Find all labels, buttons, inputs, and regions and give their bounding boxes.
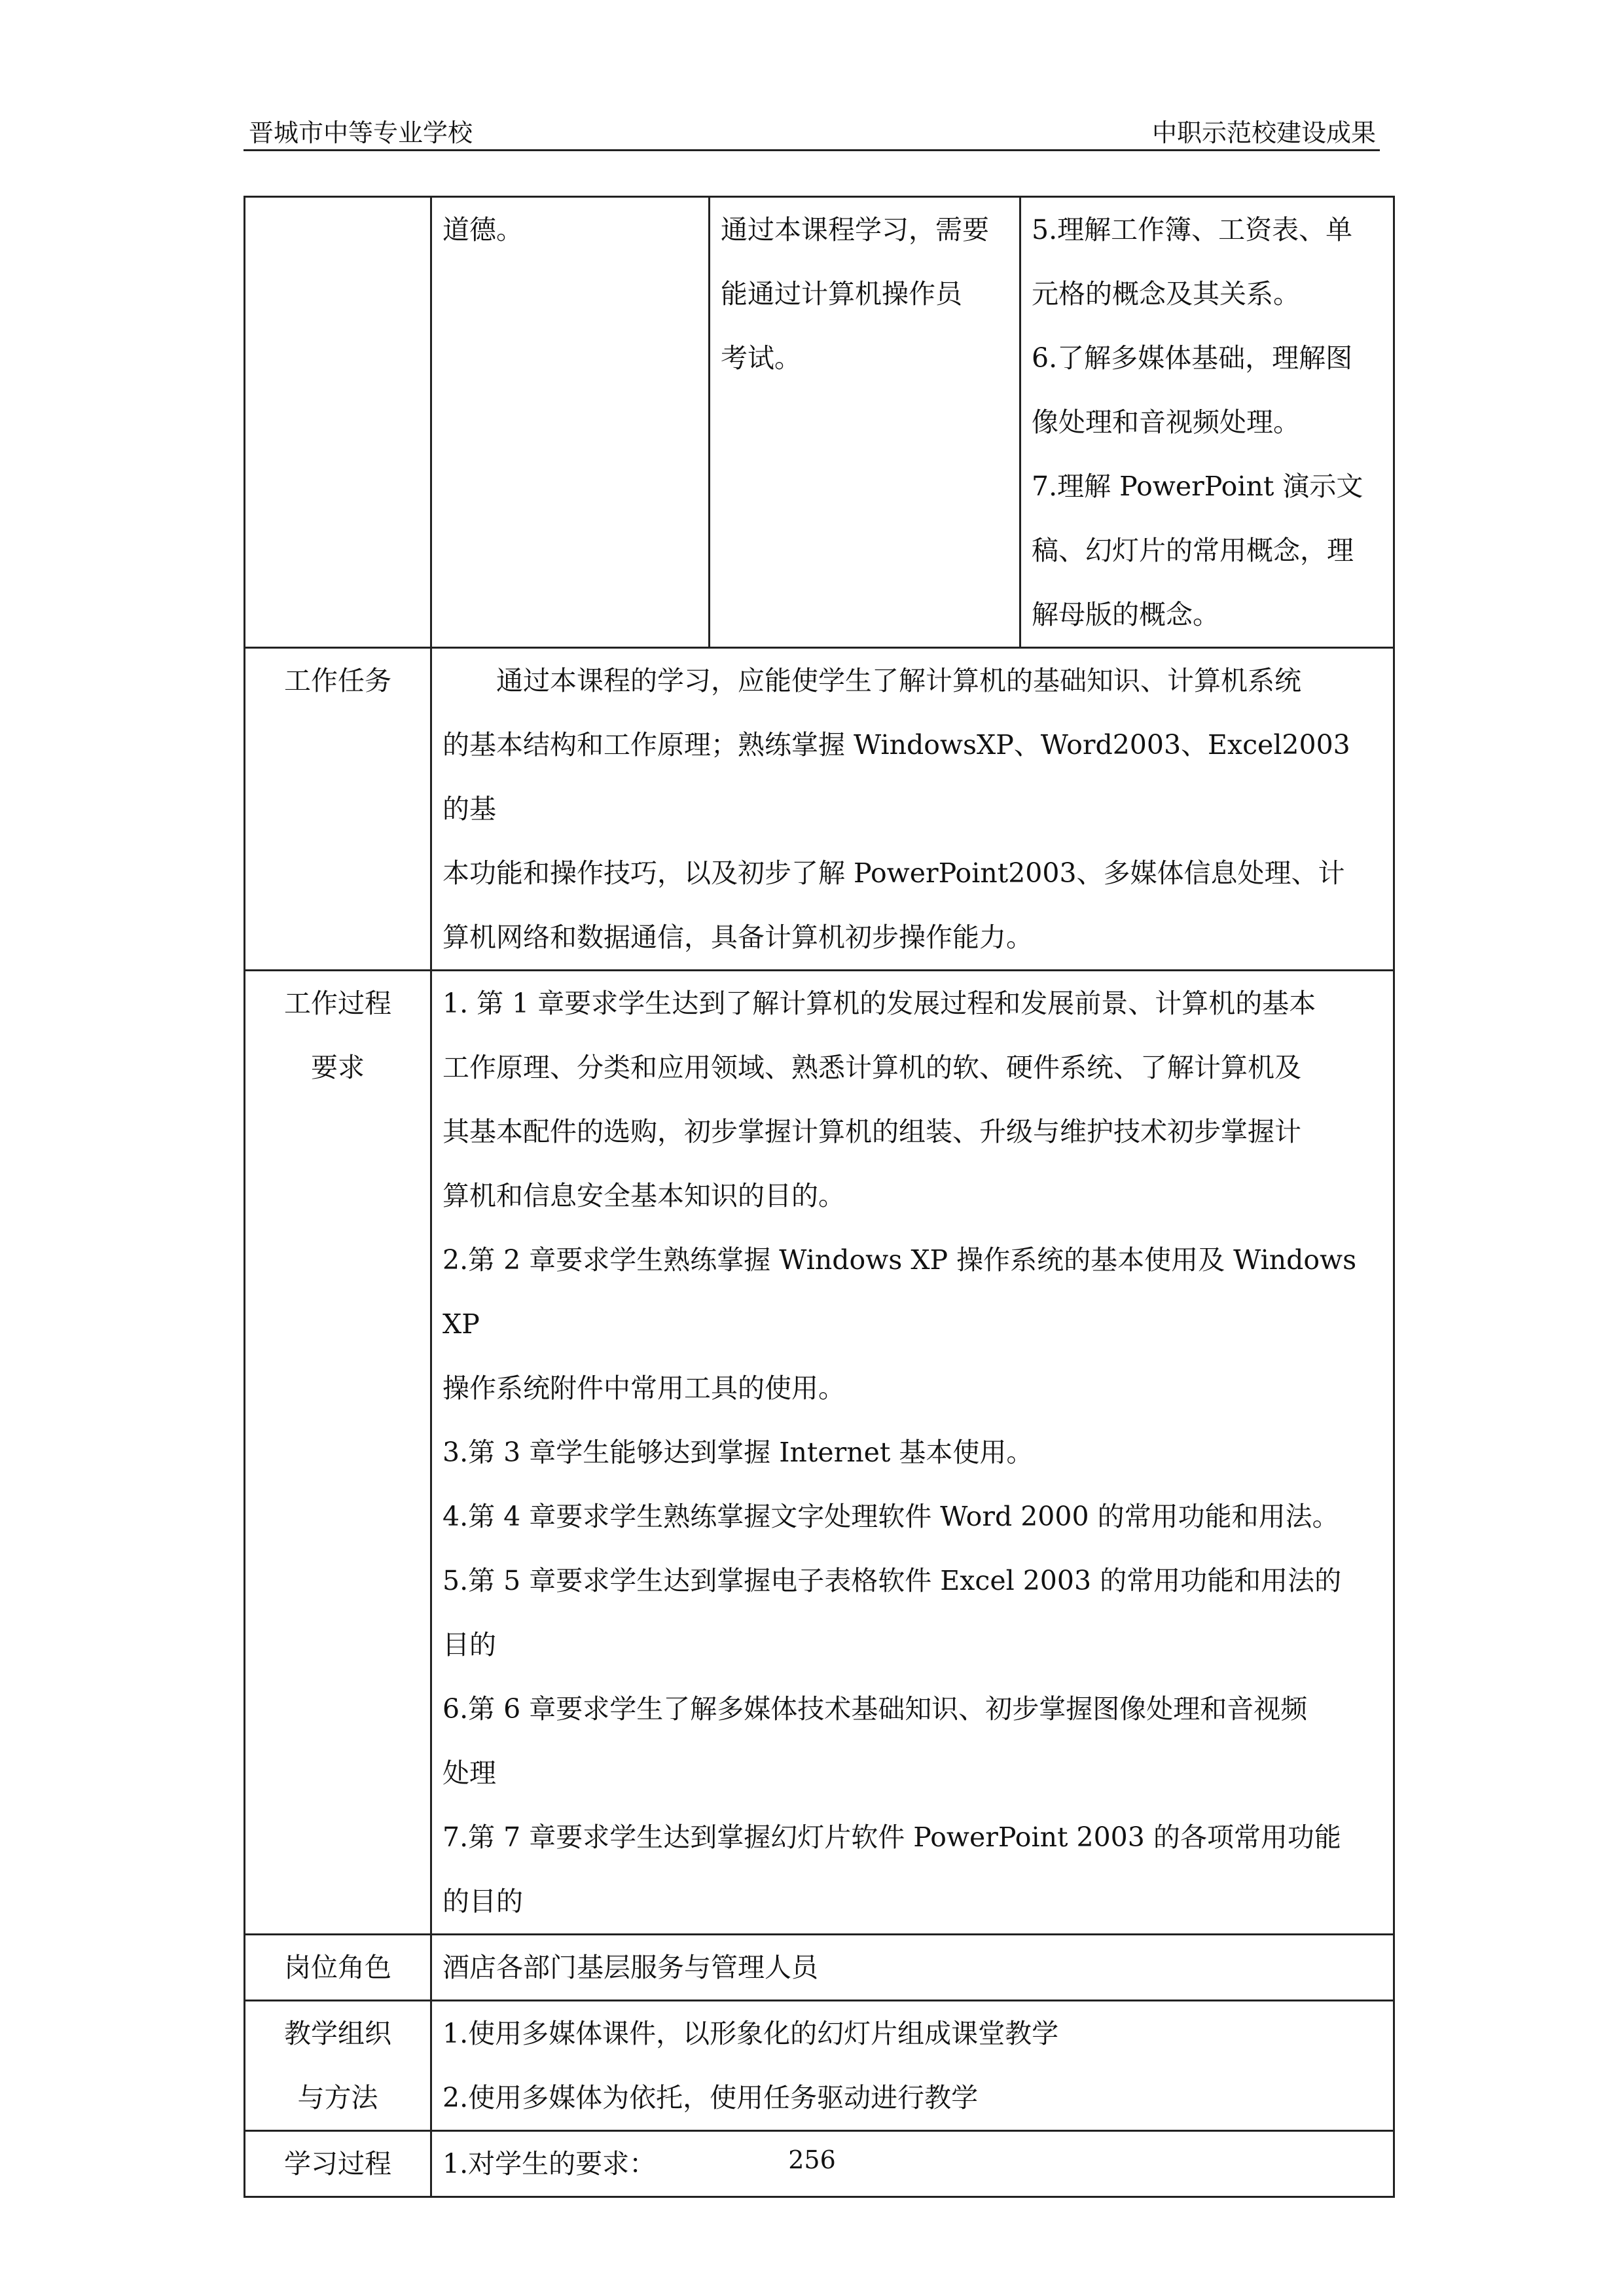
process-item: 1. 第 1 章要求学生达到了解计算机的发展过程和发展前景、计算机的基本 (442, 988, 1316, 1019)
process-item: 6.第 6 章要求学生了解多媒体技术基础知识、初步掌握图像处理和音视频 (442, 1693, 1308, 1725)
table-row-work-task (245, 648, 1394, 971)
top-row-label-cell (245, 197, 431, 648)
table-row-process (245, 971, 1394, 1935)
work-task-content: 通过本课程的学习，应能使学生了解计算机的基础知识、计算机系统 的基本结构和工作原理；熟练掌握 WindowsXP、Word2003、Excel2003 的基 本功能和操作技巧，以及初步了解 PowerPoint2003、多媒体信息处理、计 算机网络和数据通信，具备计算机初步操作能力。 (431, 648, 1394, 971)
process-item: 5.第 5 章要求学生达到掌握电子表格软件 Excel 2003 的常用功能和用法的 (442, 1565, 1342, 1596)
table-row-method (245, 2001, 1394, 2131)
process-item: 3.第 3 章学生能够达到掌握 Internet 基本使用。 (442, 1437, 1034, 1468)
table-row-top (245, 197, 1394, 648)
learning-content: 1.对学生的要求： (431, 2131, 1394, 2197)
process-item: 4.第 4 章要求学生熟练掌握文字处理软件 Word 2000 的常用功能和用法。 (442, 1501, 1339, 1532)
method-content: 1.使用多媒体课件，以形象化的幻灯片组成课堂教学 2.使用多媒体为依托，使用任务驱动进行教学 (431, 2001, 1394, 2131)
course-table (244, 196, 1395, 2198)
work-task-label: 工作任务 (245, 648, 431, 971)
top-row-col4-cell: 5.理解工作簿、工资表、单 元格的概念及其关系。 6.了解多媒体基础，理解图 像处理和音视频处理。 7.理解 PowerPoint 演示文 稿、幻灯片的常用概念，理 解母版的概念。 (1020, 197, 1394, 648)
header-school-name: 晋城市中等专业学校 (249, 118, 473, 147)
top-row-col2-cell: 道德。 (431, 197, 710, 648)
process-label: 工作过程 要求 (245, 971, 431, 1935)
top-row-col3-cell: 通过本课程学习，需要 能通过计算机操作员 考试。 (710, 197, 1020, 648)
page-number: 256 (788, 2145, 836, 2174)
process-content: 1. 第 1 章要求学生达到了解计算机的发展过程和发展前景、计算机的基本 工作原理、分类和应用领域、熟悉计算机的软、硬件系统、了解计算机及 其基本配件的选购，初步掌握计算机的组装、升级与维护技术初步掌握计 算机和信息安全基本知识的目的。 2.第 2 章要求学生熟练掌握 Windows XP 操作系统的基本使用及 Windows XP 操作系统附件中常用工具的使用。 3.第 3 章学生能够达到掌握 Internet 基本使用。 4.第 4 章要求学生熟练掌握文字处理软件 Word 2000 的常用功能和用法。 5.第 5 章要求学生达到掌握电子表格软件 Excel 2003 的常用功能和用法的 目的 6.第 6 章要求学生了解多媒体技术基础知识、初步掌握图像处理和音视频 处理 7.第 7 章要求学生达到掌握幻灯片软件 PowerPoint 2003 的各项常用功能 的目的 (431, 971, 1394, 1935)
role-content: 酒店各部门基层服务与管理人员 (431, 1935, 1394, 2001)
learning-label: 学习过程 (245, 2131, 431, 2197)
role-label: 岗位角色 (245, 1935, 431, 2001)
method-label: 教学组织 与方法 (245, 2001, 431, 2131)
table-row-role (245, 1935, 1394, 2001)
process-item: 7.第 7 章要求学生达到掌握幻灯片软件 PowerPoint 2003 的各项常用功能 (442, 1821, 1341, 1853)
process-item: 2.第 2 章要求学生熟练掌握 Windows XP 操作系统的基本使用及 Windows XP (442, 1244, 1357, 1340)
header-document-title: 中职示范校建设成果 (1151, 118, 1376, 147)
page-header (244, 111, 1380, 151)
